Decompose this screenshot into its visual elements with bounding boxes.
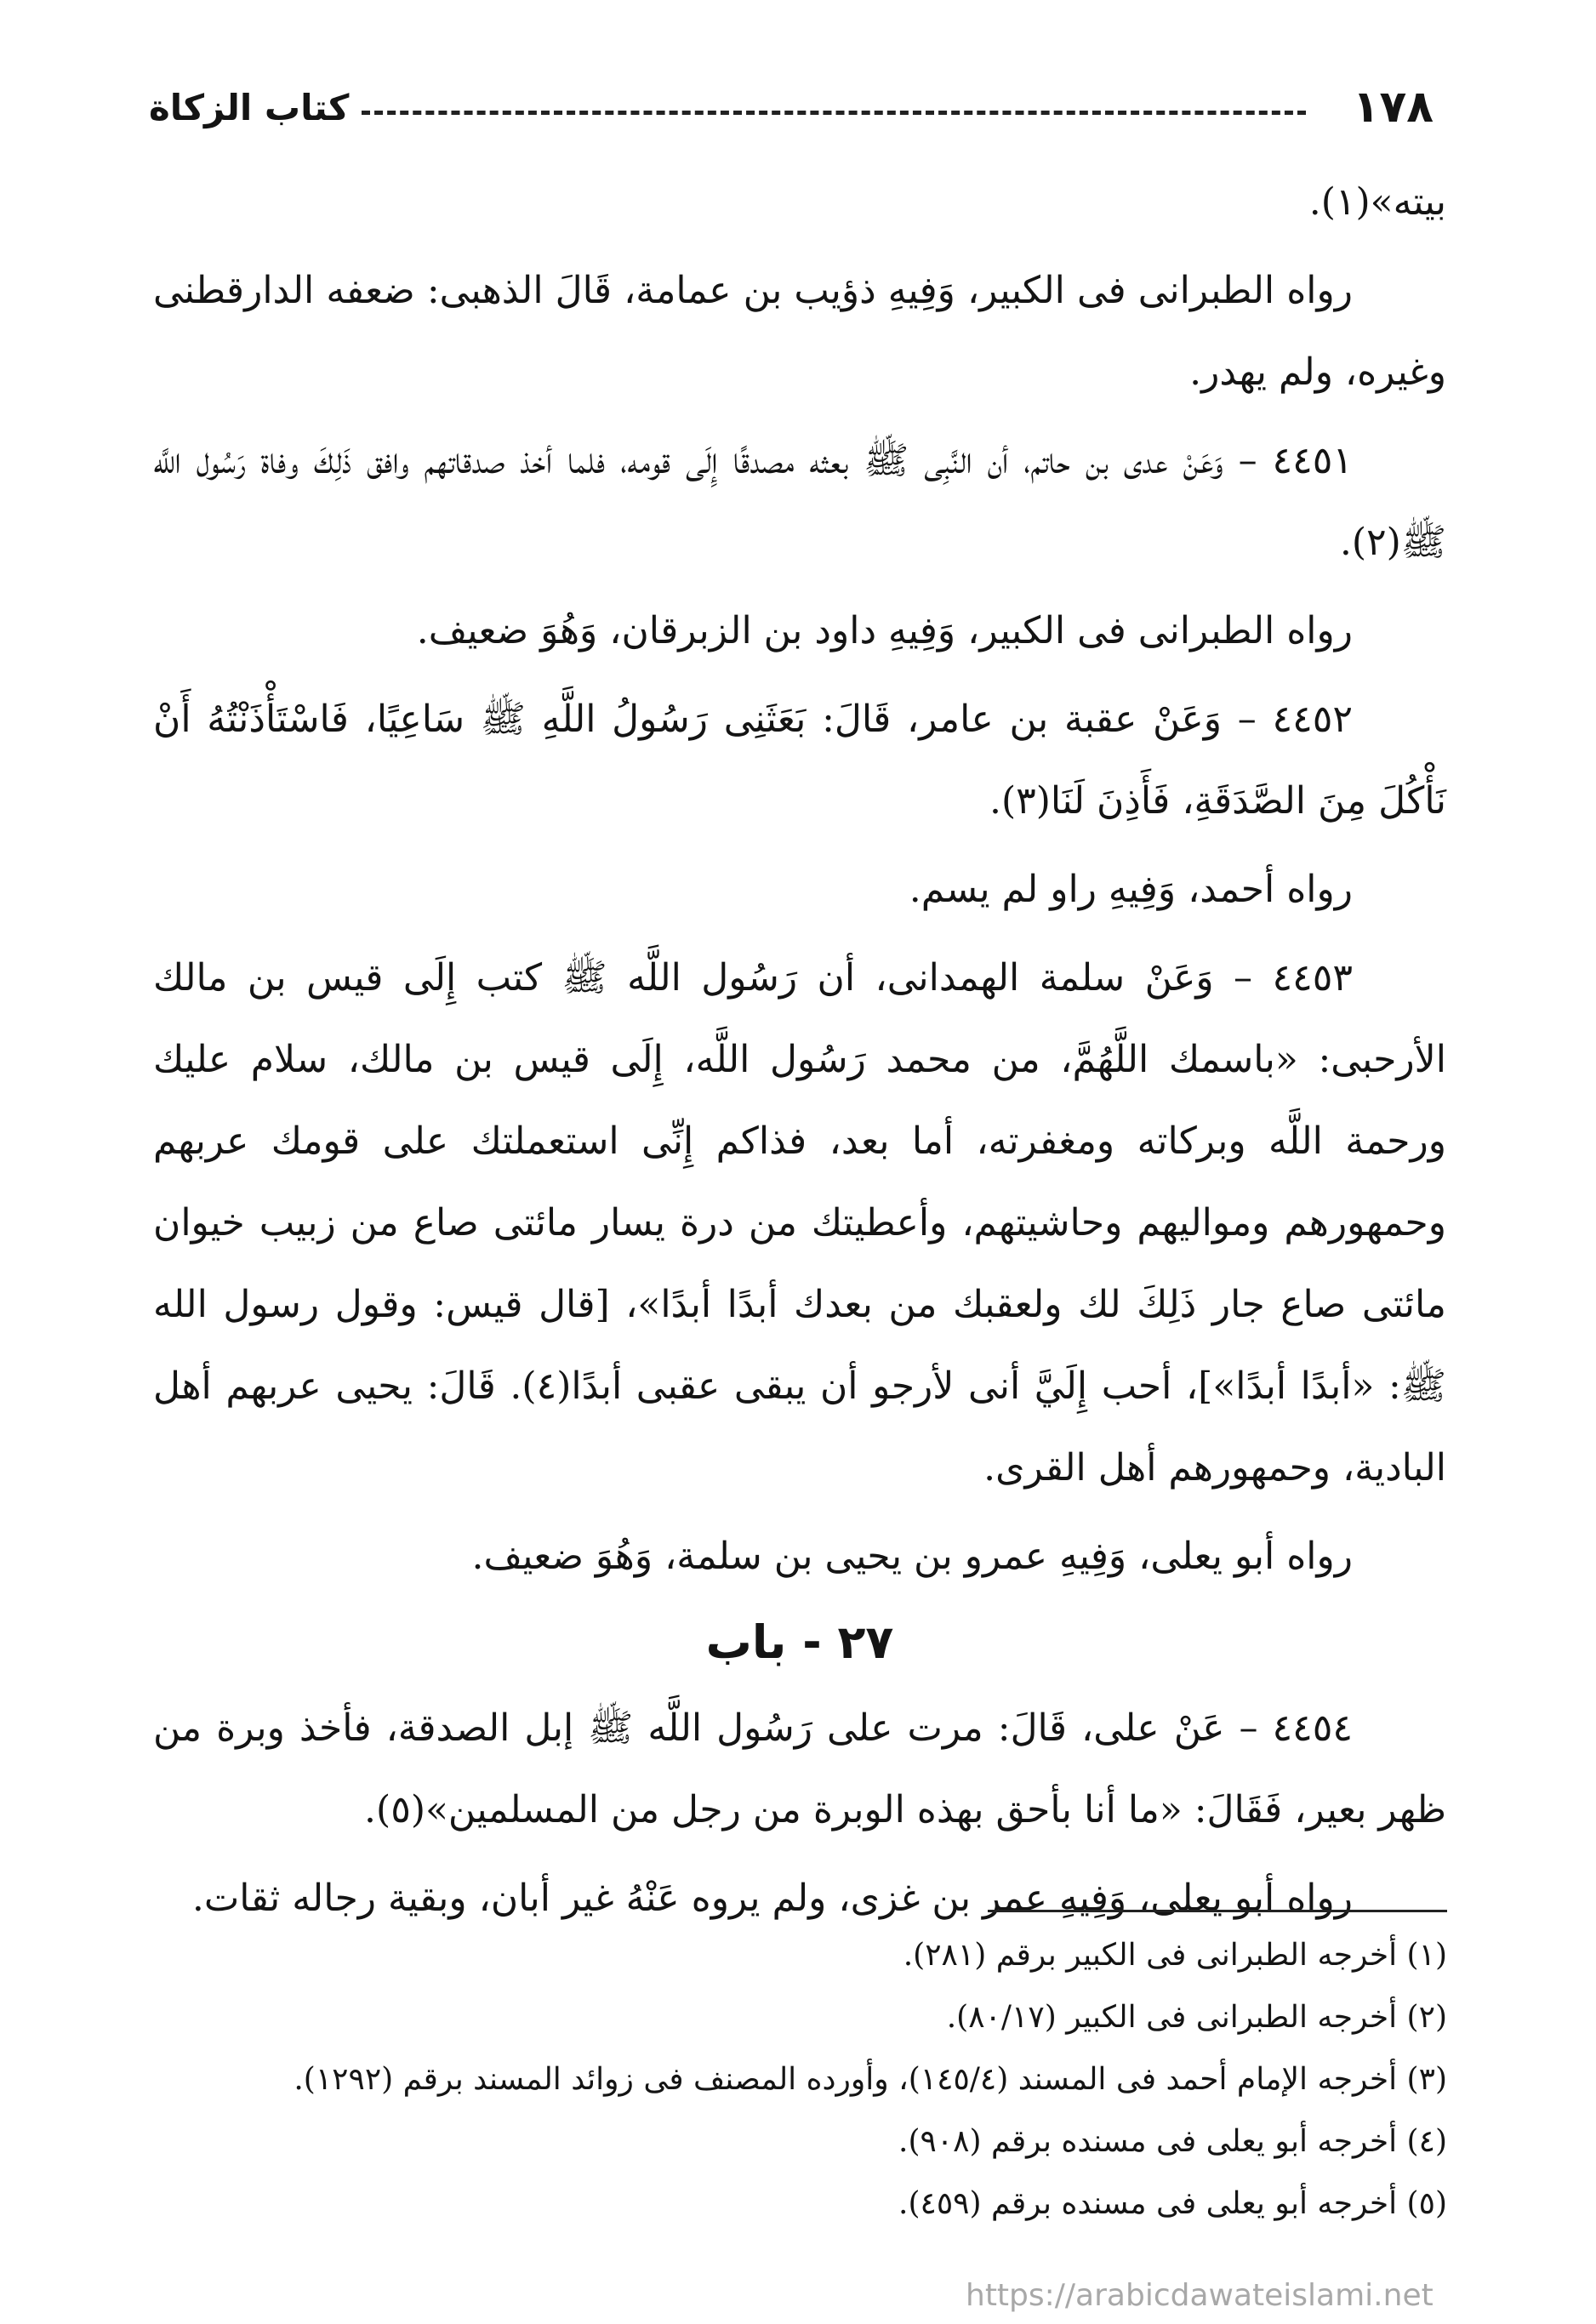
footnote-item: (١) أخرجه الطبرانى فى الكبير برقم (٢٨١). xyxy=(903,1938,1447,1973)
footnotes xyxy=(154,1924,1447,2235)
hadith-4451: ٤٤٥١ – وَعَنْ عدى بن حاتم، أن النَّبِى ﷺ بعثه مصدقًا إِلَى قومه، فلما أخذ صدقاتهم وافق ذَلِكَ وفاة رَسُول اللَّه ﷺ(٢). xyxy=(153,439,1446,564)
paragraph-narration-note: رواه أحمد، وَفِيهِ راو لم يسم. xyxy=(909,868,1353,911)
hadith-4454: ٤٤٥٤ – عَنْ على، قَالَ: مرت على رَسُول اللَّه ﷺ إبل الصدقة، فأخذ وبرة من ظهر بعير، فَقَالَ: «ما أنا بأحق بهذه الوبرة من رجل من المسلمين»(٥). xyxy=(153,1706,1446,1831)
hadith-4453: ٤٤٥٣ – وَعَنْ سلمة الهمدانى، أن رَسُول اللَّه ﷺ كتب إِلَى قيس بن مالك الأرحبى: «باسمك اللَّهُمَّ، من محمد رَسُول اللَّه، إِلَى قيس بن مالك، سلام عليك ورحمة اللَّه وبركاته ومغفرته، أما بعد، فذاكم إِنِّى استعملتك على قومك عربهم وحمهورهم ومواليهم وحاشيتهم، وأعطيتك من درة يسار مائتى صاع من زبيب خيوان مائتى صاع جار ذَلِكَ لك ولعقبك من بعدك أبدًا أبدًا»، [قال قيس: وقول رسول الله ﷺ: «أبدًا أبدًا»]، أحب إِلَيَّ أنى لأرجو أن يبقى عقبى أبدًا(٤). قَالَ: يحيى عربهم أهل البادية، وحمهورهم أهل القرى. xyxy=(153,956,1446,1490)
page-body xyxy=(153,162,1446,1946)
footnote-item: (٣) أخرجه الإمام أحمد فى المسند (١٤٥/٤)، وأورده المصنف فى زوائد المسند برقم (١٢٩٢). xyxy=(294,2062,1447,2097)
hadith-4452: ٤٤٥٢ – وَعَنْ عقبة بن عامر، قَالَ: بَعَثَنِى رَسُولُ اللَّهِ ﷺ سَاعِيًا، فَاسْتَأْذَنْتُهُ أَنْ نَأْكُلَ مِنَ الصَّدَقَةِ، فَأَذِنَ لَنَا(٣). xyxy=(153,698,1446,823)
page-header xyxy=(149,82,1434,141)
paragraph-continuation: بيته»(١). xyxy=(1308,180,1446,224)
paragraph-narration-note: رواه أبو يعلى، وَفِيهِ عمر بن غزى، ولم يروه عَنْهُ غير أبان، وبقية رجاله ثقات. xyxy=(191,1877,1353,1920)
section-heading: ٢٧ - باب xyxy=(705,1615,894,1669)
paragraph-narration-note: رواه الطبرانى فى الكبير، وَفِيهِ ذؤيب بن عمامة، قَالَ الذهبى: ضعفه الدارقطنى وغيره، ولم يهدر. xyxy=(153,269,1446,394)
footnote-item: (٥) أخرجه أبو يعلى فى مسنده برقم (٤٥٩). xyxy=(898,2186,1447,2221)
book-title: كتاب الزكاة xyxy=(149,87,350,128)
footnote-item: (٢) أخرجه الطبرانى فى الكبير (٨٠/١٧). xyxy=(946,2000,1447,2035)
footnote-separator xyxy=(988,1910,1447,1912)
paragraph-narration-note: رواه الطبرانى فى الكبير، وَفِيهِ داود بن الزبرقان، وَهُوَ ضعيف. xyxy=(416,609,1353,652)
footnote-item: (٤) أخرجه أبو يعلى فى مسنده برقم (٩٠٨). xyxy=(898,2124,1447,2159)
header-dash-rule xyxy=(362,111,1306,115)
paragraph-narration-note: رواه أبو يعلى، وَفِيهِ عمرو بن يحيى بن سلمة، وَهُوَ ضعيف. xyxy=(471,1535,1353,1578)
page-number: ١٧٨ xyxy=(1352,82,1434,133)
watermark-url: https://arabicdawateislami.net xyxy=(966,2278,1434,2313)
